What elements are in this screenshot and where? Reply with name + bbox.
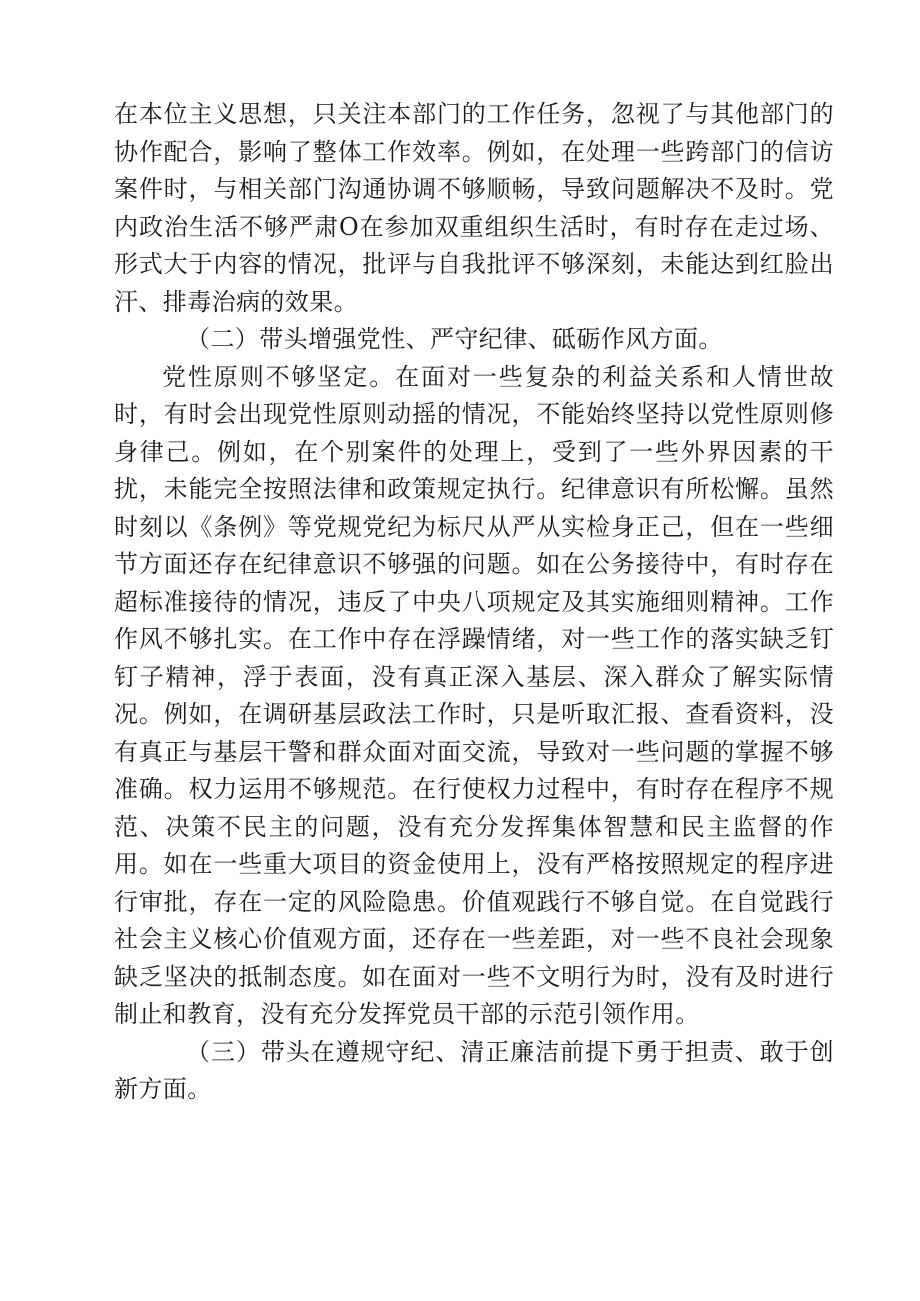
section-heading-2: （二）带头增强党性、严守纪律、砥砺作风方面。 (186, 325, 723, 353)
section-heading-3: （三）带头在遵规守纪、清正廉洁前提下勇于担责、敢于创新方面。 (114, 1037, 834, 1103)
document-page (114, 96, 834, 1109)
paragraph-continued: 在本位主义思想，只关注本部门的工作任务，忽视了与其他部门的协作配合，影响了整体工作效率。例如，在处理一些跨部门的信访案件时，与相关部门沟通协调不够顺畅，导致问题解决不及时。党内政治生活不够严肃O在参加双重组织生活时，有时存在走过场、形式大于内容的情况，批评与自我批评不够深刻，未能达到红脸出汗、排毒治病的效果。 (114, 100, 834, 316)
paragraph-body: 党性原则不够坚定。在面对一些复杂的利益关系和人情世故时，有时会出现党性原则动摇的情况，不能始终坚持以党性原则修身律己。例如，在个别案件的处理上，受到了一些外界因素的干扰，未能完全按照法律和政策规定执行。纪律意识有所松懈。虽然时刻以《条例》等党规党纪为标尺从严从实检身正己，但在一些细节方面还存在纪律意识不够强的问题。如在公务接待中，有时存在超标准接待的情况，违反了中央八项规定及其实施细则精神。工作作风不够扎实。在工作中存在浮躁情绪，对一些工作的落实缺乏钉钉子精神，浮于表面，没有真正深入基层、深入群众了解实际情况。例如，在调研基层政法工作时，只是听取汇报、查看资料，没有真正与基层干警和群众面对面交流，导致对一些问题的掌握不够准确。权力运用不够规范。在行使权力过程中，有时存在程序不规范、决策不民主的问题，没有充分发挥集体智慧和民主监督的作用。如在一些重大项目的资金使用上，没有严格按照规定的程序进行审批，存在一定的风险隐患。价值观践行不够自觉。在自觉践行社会主义核心价值观方面，还存在一些差距，对一些不良社会现象缺乏坚决的抵制态度。如在面对一些不文明行为时，没有及时进行制止和教育，没有充分发挥党员干部的示范引领作用。 (114, 362, 834, 1028)
